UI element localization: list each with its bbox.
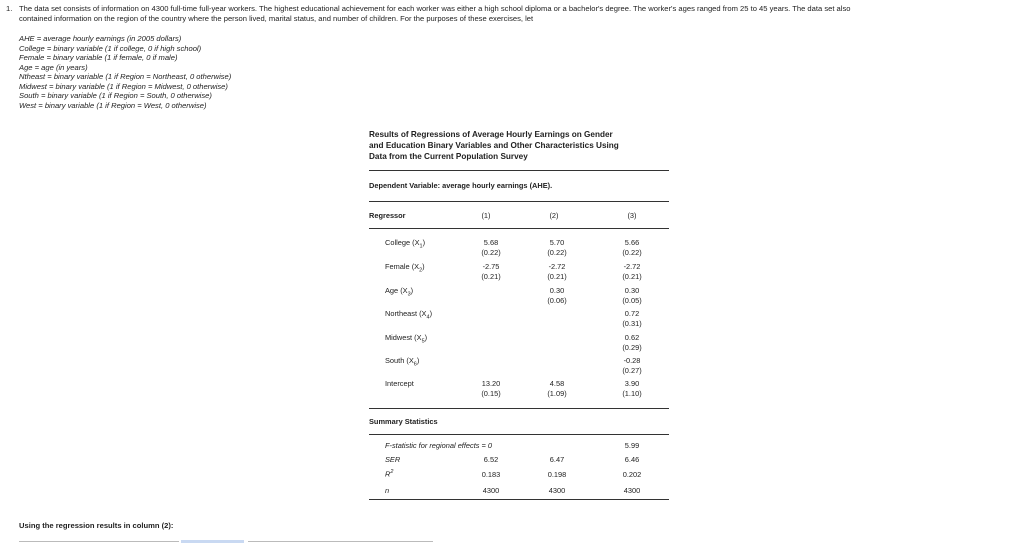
problem-intro bbox=[6, 4, 851, 24]
summary-title: Summary Statistics bbox=[369, 417, 438, 426]
definition-item: Midwest = binary variable (1 if Region = Midwest, 0 otherwise) bbox=[19, 81, 228, 91]
coef-cell: -2.72 (0.21) bbox=[622, 262, 642, 281]
definition-item: College = binary variable (1 if college, 0 if high school) bbox=[19, 43, 202, 53]
table-rule bbox=[369, 170, 669, 171]
summary-value: 0.202 bbox=[622, 470, 642, 479]
table-rule bbox=[369, 201, 669, 202]
summary-value: 6.46 bbox=[624, 455, 640, 464]
regressor-label: Midwest $(X_5)$ bbox=[385, 333, 428, 345]
coef-cell: 5.66 (0.22) bbox=[622, 238, 642, 257]
summary-value: 4300 bbox=[548, 486, 566, 495]
summary-value: 4300 bbox=[623, 486, 641, 495]
definition-item: AHE = average hourly earnings (in 2005 dollars) bbox=[19, 34, 182, 43]
coef-cell: 0.62 (0.29) bbox=[622, 333, 642, 352]
definition-item: South = binary variable (1 if Region = South, 0 otherwise) bbox=[19, 91, 212, 100]
summary-label: SER bbox=[385, 455, 401, 464]
question-prompt: Using the regression results in column (2): bbox=[19, 521, 174, 530]
header-col-1: (1) bbox=[481, 211, 491, 220]
problem-number: 1. bbox=[6, 4, 13, 13]
answer-input[interactable] bbox=[181, 540, 244, 543]
intro-line-1: The data set consists of information on 4300 full-time full-year workers. The highest educational achievement for each worker was either a high school diploma or a bachelor's degree. The worker's ages ranged from 25 to 45 years. The data set also bbox=[19, 4, 851, 13]
coef-cell: -2.72 (0.21) bbox=[547, 262, 567, 281]
table-rule bbox=[369, 228, 669, 229]
summary-label: F-statistic for regional effects = 0 bbox=[385, 441, 493, 450]
definition-list bbox=[19, 34, 231, 110]
coef-cell: 3.90 (1.10) bbox=[622, 379, 642, 398]
table-title: Results of Regressions of Average Hourly Earnings on Gender and Education Binary Variables and Other Characteristics Using Data from the Current Population Survey bbox=[369, 130, 619, 161]
header-col-3: (3) bbox=[627, 211, 637, 220]
definition-item: Age = age (in years) bbox=[19, 62, 88, 72]
summary-value: 0.198 bbox=[547, 470, 567, 479]
next-line-cutoff bbox=[0, 538, 1024, 544]
summary-value: 0.183 bbox=[481, 470, 501, 479]
summary-value: 6.47 bbox=[549, 455, 565, 464]
regressor-label: Intercept bbox=[385, 379, 414, 388]
summary-value: 5.99 bbox=[624, 441, 640, 450]
dependent-variable: Dependent Variable: average hourly earnings (AHE). bbox=[369, 181, 553, 190]
intro-line-2: contained information on the region of the country where the person lived, marital status, and number of children. For the purposes of these exercises, let bbox=[19, 14, 534, 23]
definition-item: West = binary variable (1 if Region = West, 0 otherwise) bbox=[19, 100, 207, 110]
summary-value: 4300 bbox=[482, 486, 500, 495]
coef-cell: -2.75 (0.21) bbox=[481, 262, 501, 281]
coef-cell: 5.68 (0.22) bbox=[481, 238, 501, 257]
regressor-label: Age $(X_3)$ bbox=[385, 286, 414, 298]
table-rule bbox=[369, 434, 669, 435]
regressor-label: Female $(X_2)$ bbox=[385, 262, 425, 274]
regressor-label: College $(X_1)$ bbox=[385, 238, 426, 250]
coef-cell: 5.70 (0.22) bbox=[547, 238, 567, 257]
regressor-label: South $(X_6)$ bbox=[385, 356, 420, 368]
coef-cell: -0.28 (0.27) bbox=[622, 356, 642, 375]
table-rule bbox=[369, 499, 669, 500]
coef-cell: 0.72 (0.31) bbox=[622, 309, 642, 328]
definition-item: Ntheast = binary variable (1 if Region = Northeast, 0 otherwise) bbox=[19, 72, 232, 81]
summary-value: 6.52 bbox=[483, 455, 499, 464]
coef-cell: 0.30 (0.05) bbox=[622, 286, 642, 305]
regressor-label: Northeast $(X_4)$ bbox=[385, 309, 433, 321]
header-regressor: Regressor bbox=[369, 211, 406, 220]
coef-cell: 4.58 (1.09) bbox=[547, 379, 567, 398]
definition-item: Female = binary variable (1 if female, 0 if male) bbox=[19, 53, 178, 62]
header-col-2: (2) bbox=[549, 211, 559, 220]
table-rule bbox=[369, 408, 669, 409]
summary-label: n bbox=[385, 486, 390, 495]
coef-cell: 13.20 (0.15) bbox=[481, 379, 501, 398]
coef-cell: 0.30 (0.06) bbox=[547, 286, 567, 305]
summary-label: $R^2$ bbox=[385, 469, 394, 479]
